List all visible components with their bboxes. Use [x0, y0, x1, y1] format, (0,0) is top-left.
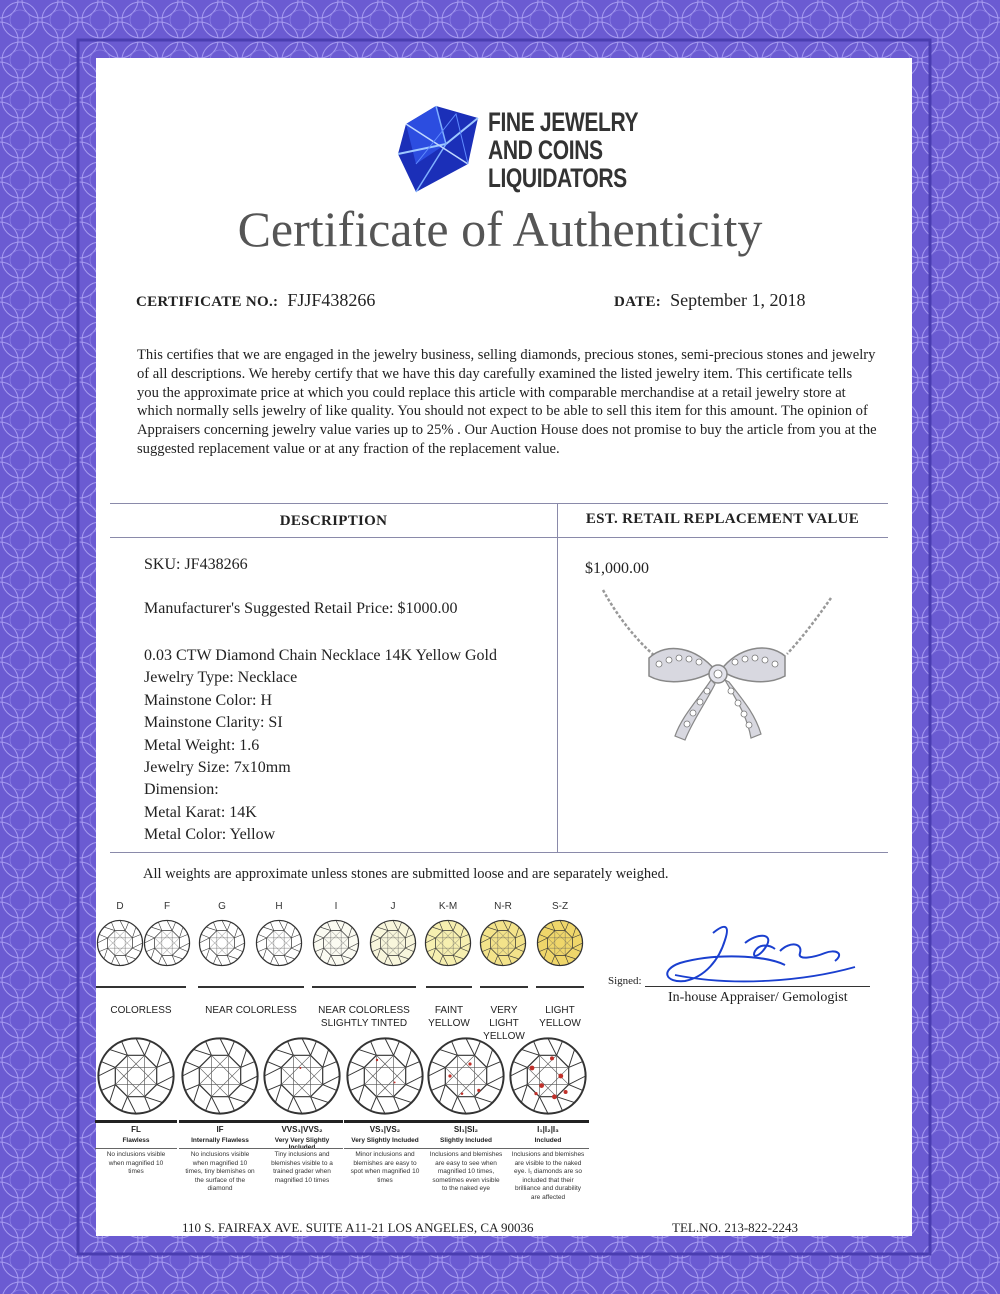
clarity-description: No inclusions visible when magnified 10 times, tiny blemishes on the surface of the diamond	[185, 1151, 255, 1192]
certificate-title: Certificate of Authenticity	[237, 201, 763, 257]
item-detail-line: Mainstone Color: H	[144, 691, 272, 709]
clarity-grade: FL	[131, 1125, 141, 1134]
color-grade-label: I	[334, 901, 338, 912]
color-grade-gem	[255, 919, 303, 972]
color-grade-caption: VERY LIGHT YELLOW	[483, 1005, 525, 1042]
footer-address: 110 S. FAIRFAX AVE. SUITE A11-21 LOS ANGELES, CA 90036	[182, 1220, 534, 1235]
color-grade-caption: NEAR COLORLESS	[205, 1005, 297, 1016]
intro-paragraph: This certifies that we are engaged in the jewelry business, selling diamonds, precious stones, semi-precious stones and jewelry of all descriptions. We hereby certify that we have this day carefully examined the listed jewelry item. This certificate tells you the approximate price at which you could replace this article with comparable merchandise at a retail jewelry store at which normally sells jewelry of like quality. You should not expect to be able to sell this item for this amount. The opinion of Appraisers concerning jewelry value varies up to 25% . Our Auction House does not promise to buy the article from you at the suggested replacement value or at any fraction of the replacement value.	[137, 347, 877, 457]
color-grade-label: N-R	[494, 901, 512, 912]
sku: SKU: JF438266	[144, 556, 248, 573]
clarity-gem	[508, 1036, 588, 1121]
clarity-grade-name: Flawless	[122, 1137, 150, 1144]
clarity-grade: VVS₁|VVS₂	[281, 1125, 323, 1134]
color-grade-gem	[424, 919, 472, 972]
clarity-gem	[262, 1036, 342, 1121]
color-grade-gem	[536, 919, 584, 972]
clarity-gem	[345, 1036, 425, 1121]
color-grade-label: D	[116, 901, 124, 912]
clarity-grade-name: Slightly Included	[439, 1137, 492, 1144]
color-grade-label: S-Z	[551, 901, 569, 912]
color-grade-label: H	[275, 901, 283, 912]
clarity-grade: VS₁|VS₂	[369, 1125, 401, 1134]
color-grade-gem	[479, 919, 527, 972]
certificate-number: CERTIFICATE NO.: FJJF438266	[136, 290, 376, 310]
description-header: DESCRIPTION	[279, 513, 388, 529]
color-grade-gem	[96, 919, 144, 972]
item-detail-line: Mainstone Clarity: SI	[144, 714, 283, 732]
necklace-image	[597, 586, 837, 756]
color-grade-caption: LIGHT YELLOW	[539, 1005, 581, 1029]
clarity-grade-name: Included	[534, 1137, 562, 1144]
clarity-grade: IF	[216, 1125, 224, 1134]
clarity-grade-name: Very Slightly Included	[351, 1137, 419, 1144]
item-detail-line: 0.03 CTW Diamond Chain Necklace 14K Yellow Gold	[144, 647, 497, 664]
clarity-grade-name: Internally Flawless	[191, 1137, 249, 1144]
replacement-value: $1,000.00	[585, 560, 649, 577]
color-grade-label: K-M	[438, 901, 458, 912]
color-grade-gem	[369, 919, 417, 972]
appraiser-title: In-house Appraiser/ Gemologist	[668, 990, 848, 1005]
color-grade-gem	[198, 919, 246, 972]
item-details	[144, 645, 497, 847]
certificate-date: DATE: September 1, 2018	[614, 290, 806, 310]
color-grade-label: J	[390, 901, 396, 912]
clarity-description: No inclusions visible when magnified 10 times	[106, 1151, 166, 1175]
clarity-gem	[426, 1036, 506, 1121]
item-detail-line: Metal Color: Yellow	[144, 826, 276, 844]
clarity-description: Inclusions and blemishes are easy to see when magnified 10 times, sometimes even visible to the naked eye	[429, 1151, 503, 1192]
color-grade-caption: FAINT YELLOW	[428, 1005, 470, 1029]
color-grade-label: F	[163, 901, 171, 912]
item-detail-line: Jewelry Type: Necklace	[144, 669, 298, 687]
item-detail-line: Metal Karat: 14K	[144, 803, 257, 821]
value-header: EST. RETAIL REPLACEMENT VALUE	[585, 511, 860, 527]
color-grade-caption: NEAR COLORLESS SLIGHTLY TINTED	[318, 1005, 410, 1029]
msrp: Manufacturer's Suggested Retail Price: $1000.00	[144, 600, 458, 617]
color-grade-label: G	[218, 901, 226, 912]
gem-logo-icon	[396, 104, 486, 196]
company-logo-text: FINE JEWELRY AND COINS LIQUIDATORS	[488, 107, 639, 193]
signed-label: Signed:	[608, 975, 642, 987]
item-detail-line: Metal Weight: 1.6	[144, 736, 260, 754]
appraiser-signature	[655, 915, 865, 995]
color-grade-gem	[312, 919, 360, 972]
weights-note: All weights are approximate unless stones are submitted loose and are separately weighed.	[143, 866, 669, 882]
clarity-grade: I₁|I₂|I₃	[537, 1125, 559, 1134]
clarity-description: Minor inclusions and blemishes are easy to spot when magnified 10 times	[350, 1151, 420, 1184]
clarity-grade-name: Very Very Slightly	[274, 1137, 330, 1144]
clarity-description: Tiny inclusions and blemishes visible to a trained grader when magnified 10 times	[271, 1151, 333, 1184]
color-grade-caption: COLORLESS	[110, 1005, 172, 1016]
clarity-grade: SI₁|SI₂	[453, 1125, 479, 1134]
clarity-gem	[180, 1036, 260, 1121]
clarity-gem	[96, 1036, 176, 1121]
footer-phone: TEL.NO. 213-822-2243	[672, 1220, 799, 1235]
clarity-description: Inclusions and blemishes are visible to the naked eye. I₁ diamonds are so included that their brilliance and durability are affected	[511, 1151, 585, 1201]
color-grade-gem	[143, 919, 191, 972]
item-detail-line: Dimension:	[144, 781, 219, 799]
item-detail-line: Jewelry Size: 7x10mm	[144, 759, 291, 777]
